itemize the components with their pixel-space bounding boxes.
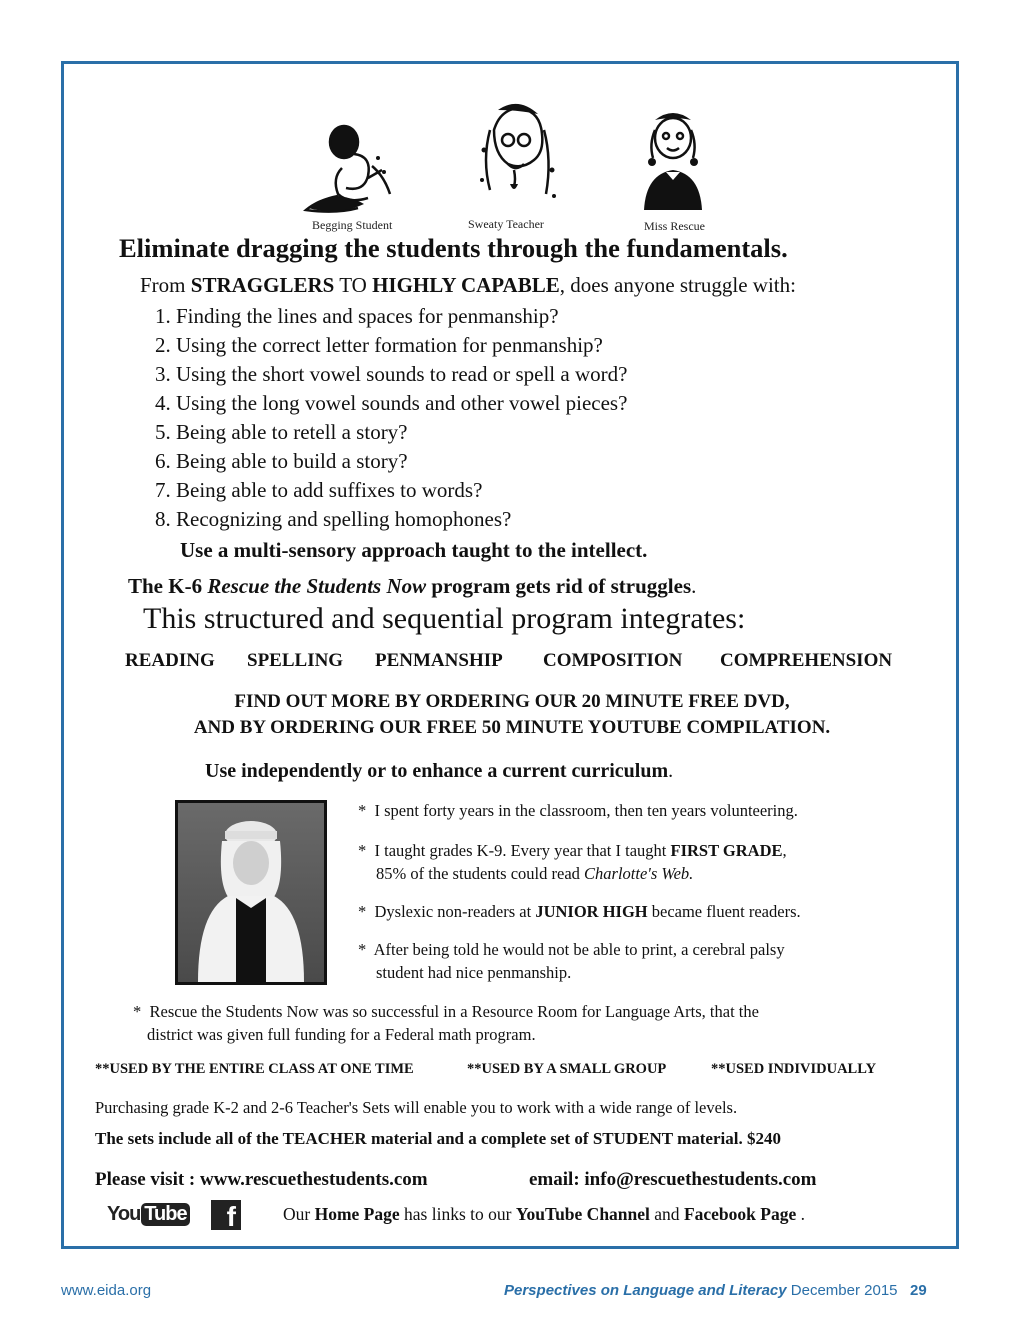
miss-rescue-illustration [640,110,706,216]
list-item: 8. Recognizing and spelling homophones? [155,507,512,531]
bullet-2-comma: , [782,841,787,860]
miss-rescue-caption: Miss Rescue [644,219,705,233]
social-youtube-channel[interactable]: YouTube Channel [515,1204,650,1224]
usage-entire-class: **USED BY THE ENTIRE CLASS AT ONE TIME [95,1061,414,1077]
bullet-3 [358,900,801,923]
bullet-2-line2-text: 85% of the students could read [376,864,580,883]
visit-email[interactable]: email: info@rescuethestudents.com [529,1169,817,1190]
footer-journal-line [504,1282,927,1299]
independent-line [205,760,673,783]
bullet-5 [133,1000,759,1023]
program-post: program gets rid of struggles [431,574,692,598]
youtube-logo[interactable] [107,1200,190,1228]
bullet-star: * [358,841,367,860]
bullet-2-italic: Charlotte's Web. [584,864,694,883]
list-item: 4. Using the long vowel sounds and other vowel pieces? [155,391,628,415]
footer-journal: Perspectives on Language and Literacy [504,1282,787,1299]
list-item: 7. Being able to add suffixes to words? [155,478,483,502]
bullet-2-text: I taught grades K-9. Every year that I taught [374,841,667,860]
intro-capable: HIGHLY CAPABLE [372,273,560,297]
author-photo-image [178,803,324,982]
intro-rest: , does anyone struggle with: [559,273,796,297]
list-item: 6. Being able to build a story? [155,449,408,473]
subject-composition: COMPOSITION [543,650,683,671]
program-period: . [691,574,697,598]
multisensory-line: Use a multi-sensory approach taught to the intellect. [180,538,648,562]
bullet-3-bold: JUNIOR HIGH [535,902,648,921]
list-item: 5. Being able to retell a story? [155,420,408,444]
intro-from: From [140,273,186,297]
social-and: and [654,1204,680,1224]
bullet-2-line-2 [376,862,693,885]
bullet-4 [358,938,785,961]
sets-line: The sets include all of the TEACHER material and a complete set of STUDENT material. $240 [95,1129,781,1148]
sweaty-teacher-caption: Sweaty Teacher [468,217,544,231]
intro-to: TO [339,273,367,297]
findout-line-1: FIND OUT MORE BY ORDERING OUR 20 MINUTE FREE DVD, [234,691,790,712]
begging-student-caption: Begging Student [312,218,393,232]
bullet-4-line1: After being told he would not be able to print, a cerebral palsy [373,940,785,959]
footer-page-number: 29 [910,1282,927,1299]
bullet-4-line2: student had nice penmanship. [376,963,572,982]
sweaty-teacher-illustration [474,100,560,216]
subject-penmanship: PENMANSHIP [375,650,503,671]
social-facebook-page[interactable]: Facebook Page [683,1204,797,1224]
bullet-2-bold: FIRST GRADE [670,841,783,860]
bullet-3-post: became fluent readers. [651,902,801,921]
bullet-1 [358,799,798,822]
social-links: has links to our [404,1204,512,1224]
footer-date: December 2015 [790,1282,898,1299]
bullet-star: * [358,801,367,820]
bullet-3-pre: Dyslexic non-readers at [374,902,532,921]
bullet-5-line2: district was given full funding for a Federal math program. [147,1025,536,1044]
begging-student-illustration [302,116,406,216]
intro-line [140,273,796,298]
bullet-star: * [133,1002,142,1021]
youtube-tube: Tube [141,1203,189,1226]
facebook-icon[interactable] [211,1200,241,1230]
bullet-star: * [358,940,367,959]
list-item: 2. Using the correct letter formation for penmanship? [155,333,603,357]
subject-spelling: SPELLING [247,650,344,671]
author-photo [175,800,327,985]
question-list [155,302,627,534]
findout-line-2: AND BY ORDERING OUR FREE 50 MINUTE YOUTUBE COMPILATION. [193,717,831,738]
list-item: 1. Finding the lines and spaces for penmanship? [155,304,559,328]
purchasing-line: Purchasing grade K-2 and 2-6 Teacher's Sets will enable you to work with a wide range of levels. [95,1098,738,1117]
visit-website[interactable]: Please visit : www.rescuethestudents.com [95,1169,428,1190]
program-line [128,574,696,599]
usage-small-group: **USED BY A SMALL GROUP [467,1061,667,1077]
headline: Eliminate dragging the students through the fundamentals. [119,233,788,263]
usage-individually: **USED INDIVIDUALLY [711,1061,877,1077]
independent-period: . [668,760,674,782]
list-item: 3. Using the short vowel sounds to read or spell a word? [155,362,628,386]
social-our: Our [283,1204,311,1224]
bullet-1-text: I spent forty years in the classroom, then ten years volunteering. [374,801,798,820]
footer-site[interactable]: www.eida.org [61,1282,152,1299]
program-name: Rescue the Students Now [207,574,427,598]
social-end: . [800,1204,805,1224]
bullet-2 [358,839,787,862]
facebook-f: f [226,1201,236,1230]
youtube-you: You [107,1202,141,1225]
bullet-star: * [358,902,367,921]
intro-stragglers: STRAGGLERS [190,273,335,297]
independent-text: Use independently or to enhance a current curriculum [205,760,669,782]
social-home-page[interactable]: Home Page [314,1204,400,1224]
program-pre: The K-6 [128,574,203,598]
subject-comprehension: COMPREHENSION [720,650,893,671]
integrates-line: This structured and sequential program integrates: [143,602,746,635]
social-line [283,1204,805,1225]
bullet-5-line1: Rescue the Students Now was so successful in a Resource Room for Language Arts, that the [149,1002,759,1021]
subject-reading: READING [125,650,215,671]
